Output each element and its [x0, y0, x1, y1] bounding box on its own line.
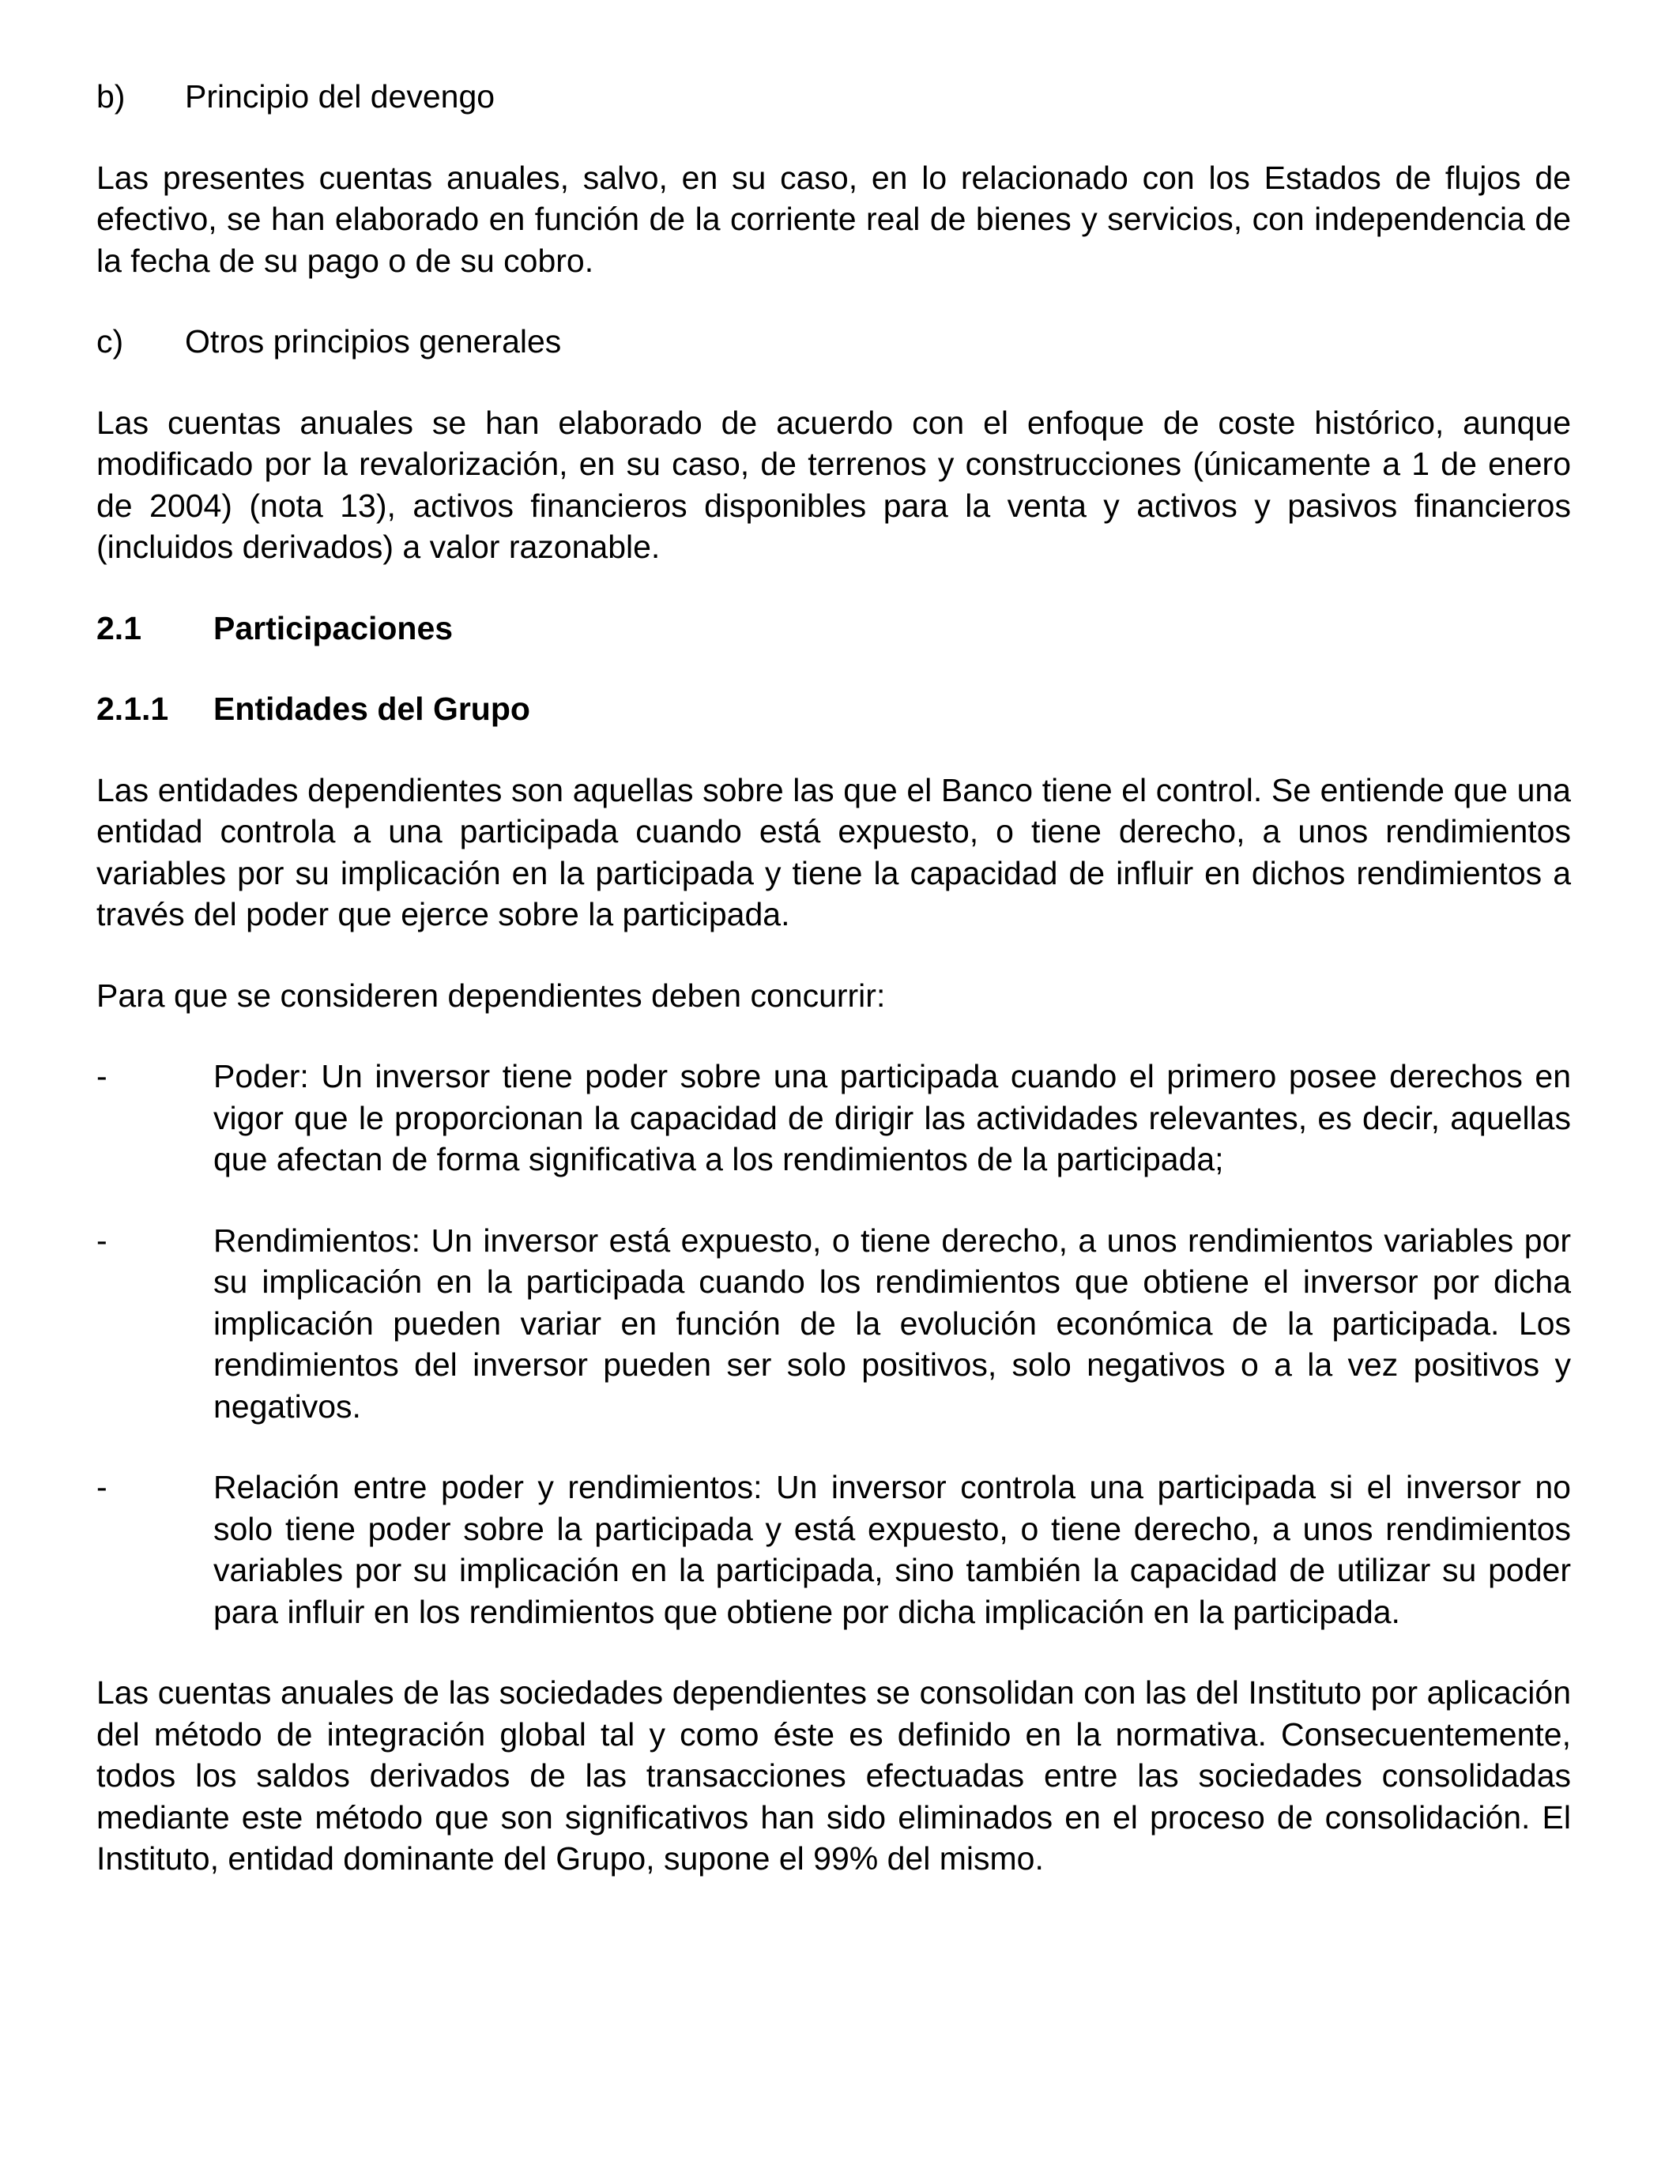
bullet-text-rendimientos: Rendimientos: Un inversor está expuesto, o tiene derecho, a unos rendimientos variables por su implicación en la participada cuando los rendimientos que obtiene el inversor por dicha implicación pueden variar en función de la evolución económica de la participada. Los rendimientos del inversor pueden ser solo positivos, solo negativos o a la vez positivos y negativos.: [213, 1222, 1571, 1425]
bullet-text-relacion: Relación entre poder y rendimientos: Un inversor controla una participada si el inversor no solo tiene poder sobre la participada y está expuesto, o tiene derecho, a unos rendimientos variables por su implicación en la participada, sino también la capacidad de utilizar su poder para influir en los rendimientos que obtiene por dicha implicación en la participada.: [213, 1469, 1571, 1630]
bullet-dash: -: [96, 1469, 107, 1505]
document-page: [96, 76, 1571, 1880]
section-b-marker: b): [96, 78, 126, 115]
bullet-dash: -: [96, 1058, 107, 1094]
bullet-dash: -: [96, 1222, 107, 1259]
section-2-1-1-heading: [96, 688, 1571, 730]
group-entities-paragraph-2: Para que se consideren dependientes deben concurrir:: [96, 977, 886, 1014]
section-b-paragraph: Las presentes cuentas anuales, salvo, en su caso, en lo relacionado con los Estados de flujos de efectivo, se han elaborado en función de la corriente real de bienes y servicios, con independencia de la fecha de su pago o de su cobro.: [96, 159, 1571, 279]
bullet-text-poder: Poder: Un inversor tiene poder sobre una participada cuando el primero posee derechos en vigor que le proporcionan la capacidad de dirigir las actividades relevantes, es decir, aquellas que afectan de forma significativa a los rendimientos de la participada;: [213, 1058, 1571, 1177]
section-2-1-heading: [96, 608, 1571, 650]
group-entities-paragraph-1: Las entidades dependientes son aquellas sobre las que el Banco tiene el control. Se entiende que una entidad controla a una participada cuando está expuesto, o tiene derecho, a unos rendimientos variables por su implicación en la participada y tiene la capacidad de influir en dichos rendimientos a través del poder que ejerce sobre la participada.: [96, 771, 1571, 932]
section-b-title: Principio del devengo: [185, 78, 495, 115]
section-c-heading: [96, 321, 1571, 363]
section-b-heading: [96, 76, 1571, 118]
section-c-title: Otros principios generales: [185, 323, 562, 360]
list-item: [96, 1056, 1571, 1180]
list-item: [96, 1220, 1571, 1428]
section-2-1-number: 2.1: [96, 609, 141, 646]
section-c-marker: c): [96, 323, 124, 360]
section-c-paragraph: Las cuentas anuales se han elaborado de acuerdo con el enfoque de coste histórico, aunque modificado por la revalorización, en su caso, de terrenos y construcciones (únicamente a 1 de enero de 2004) (nota 13), activos financieros disponibles para la venta y activos y pasivos financieros (incluidos derivados) a valor razonable.: [96, 404, 1571, 565]
section-2-1-title: Participaciones: [213, 609, 454, 646]
list-item: [96, 1467, 1571, 1632]
group-entities-paragraph-3: Las cuentas anuales de las sociedades dependientes se consolidan con las del Instituto por aplicación del método de integración global tal y como éste es definido en la normativa. Consecuentemente, todos los saldos derivados de las transacciones efectuadas entre las sociedades consolidadas mediante este método que son significativos han sido eliminados en el proceso de consolidación. El Instituto, entidad dominante del Grupo, supone el 99% del mismo.: [96, 1674, 1571, 1877]
section-2-1-1-title: Entidades del Grupo: [213, 691, 530, 727]
section-2-1-1-number: 2.1.1: [96, 691, 169, 727]
